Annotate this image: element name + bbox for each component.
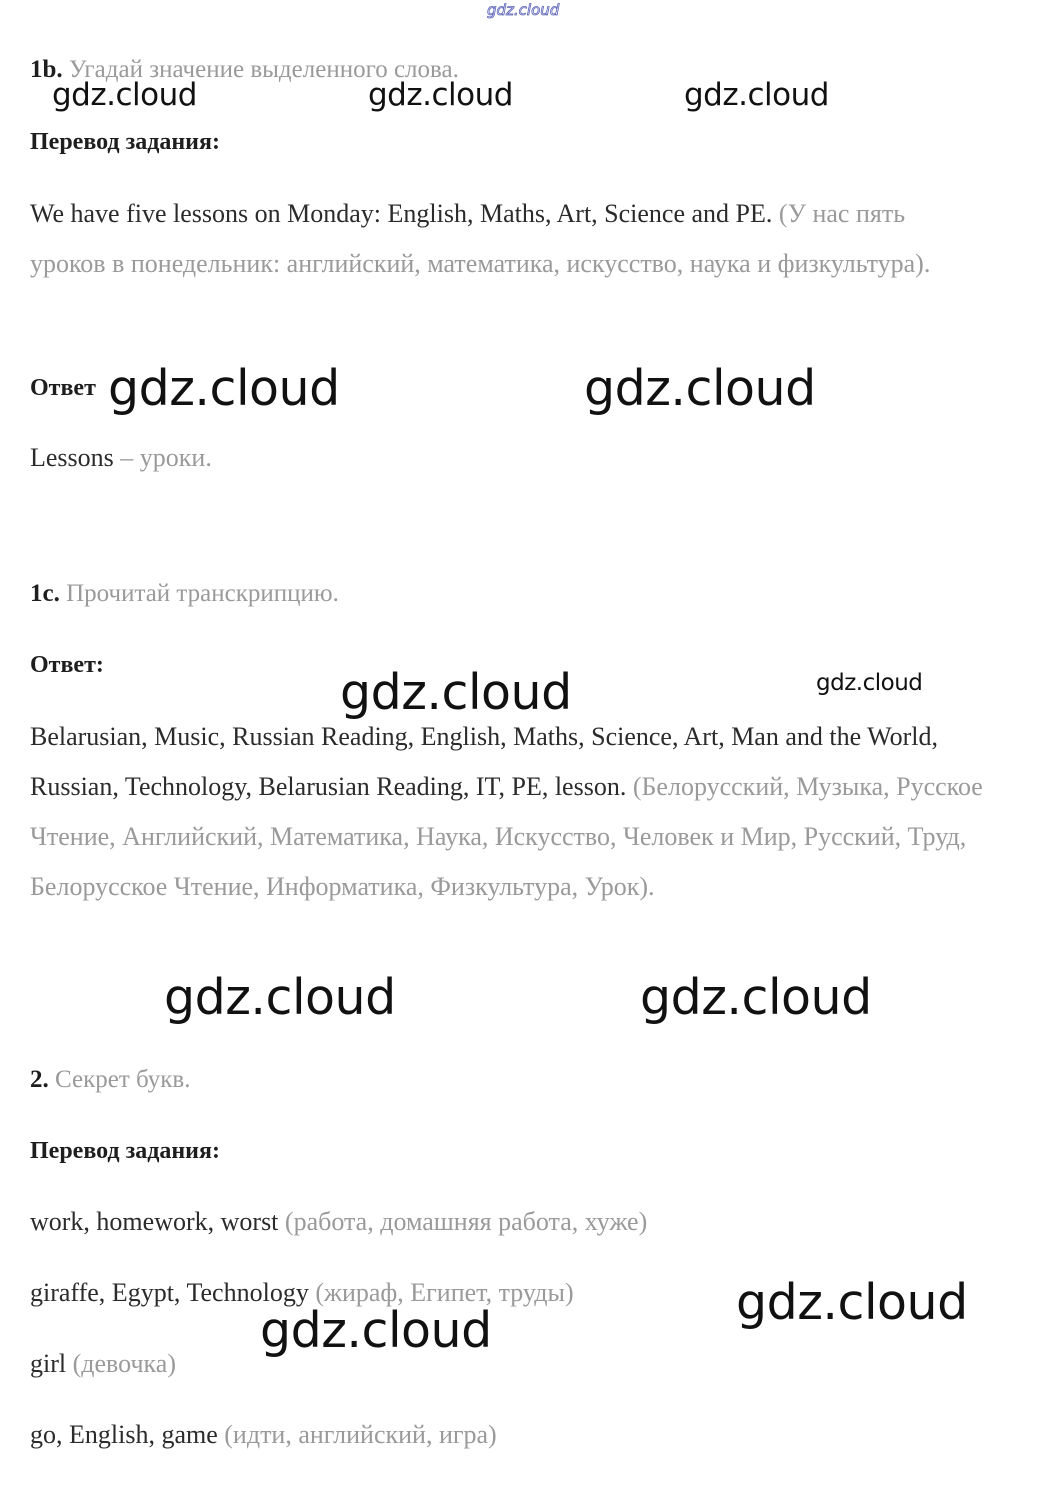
section-1b-translation-heading: Перевод задания: [30, 129, 220, 155]
section-2-translation-heading: Перевод задания: [30, 1138, 220, 1164]
section-2-line [30, 1207, 647, 1237]
section-2-line-en: giraffe, Egypt, Technology [30, 1278, 309, 1307]
section-1b-answer-en: Lessons [30, 443, 114, 472]
section-1b-translation [30, 189, 975, 289]
section-2-line [30, 1349, 176, 1379]
watermark-top: gdz.cloud [487, 1, 560, 19]
section-2-title [30, 1066, 190, 1094]
watermark: gdz.cloud [736, 1274, 968, 1331]
section-1c-answer-en: Belarusian, Music, Russian Reading, English, Maths, Science, Art, Man and the World, Russian, Technology, Belarusian Reading, IT, PE, lesson. [30, 722, 939, 801]
section-2-line-en: girl [30, 1349, 67, 1378]
section-2-line [30, 1420, 497, 1450]
watermark: gdz.cloud [684, 77, 829, 113]
section-2-number: 2. [30, 1066, 49, 1093]
watermark: gdz.cloud [260, 1302, 492, 1359]
watermark: gdz.cloud [164, 969, 396, 1026]
section-1c-number: 1c. [30, 580, 60, 607]
section-2-task: Секрет букв. [55, 1066, 191, 1093]
watermark: gdz.cloud [368, 77, 513, 113]
section-2-line-ru: (жираф, Египет, труды) [315, 1278, 574, 1307]
section-1b-translation-ru: (У нас пять уроков в понедельник: английский, математика, искусство, наука и физкультура). [30, 199, 931, 278]
section-2-line-ru: (идти, английский, игра) [224, 1420, 497, 1449]
section-1b-translation-en: We have five lessons on Monday: English, Maths, Art, Science and PE. [30, 199, 773, 228]
section-1c-answer [30, 712, 990, 912]
section-2-line-ru: (работа, домашняя работа, хуже) [284, 1207, 648, 1236]
watermark: gdz.cloud [584, 360, 816, 417]
watermark: gdz.cloud [108, 360, 340, 417]
section-1b-task: Угадай значение выделенного слова. [68, 56, 459, 83]
section-2-line-ru: (девочка) [72, 1349, 176, 1378]
section-1b-answer-heading: Ответ [30, 375, 96, 401]
section-1b-answer-ru: – уроки. [120, 443, 212, 472]
section-2-line-en: work, homework, worst [30, 1207, 279, 1236]
watermark: gdz.cloud [340, 664, 572, 721]
section-2-line-en: go, English, game [30, 1420, 218, 1449]
watermark: gdz.cloud [640, 969, 872, 1026]
section-1b-answer [30, 443, 212, 473]
section-1c-title [30, 580, 339, 608]
watermark: gdz.cloud [816, 670, 923, 696]
section-1c-answer-heading: Ответ: [30, 652, 104, 678]
section-1c-answer-ru: (Белорусский, Музыка, Русское Чтение, Английский, Математика, Наука, Искусство, Человек и Мир, Русский, Труд, Белорусское Чтение, Информатика, Физкультура, Урок). [30, 772, 983, 901]
section-1b-number: 1b. [30, 56, 63, 83]
section-1c-task: Прочитай транскрипцию. [66, 580, 339, 607]
watermark: gdz.cloud [52, 77, 197, 113]
